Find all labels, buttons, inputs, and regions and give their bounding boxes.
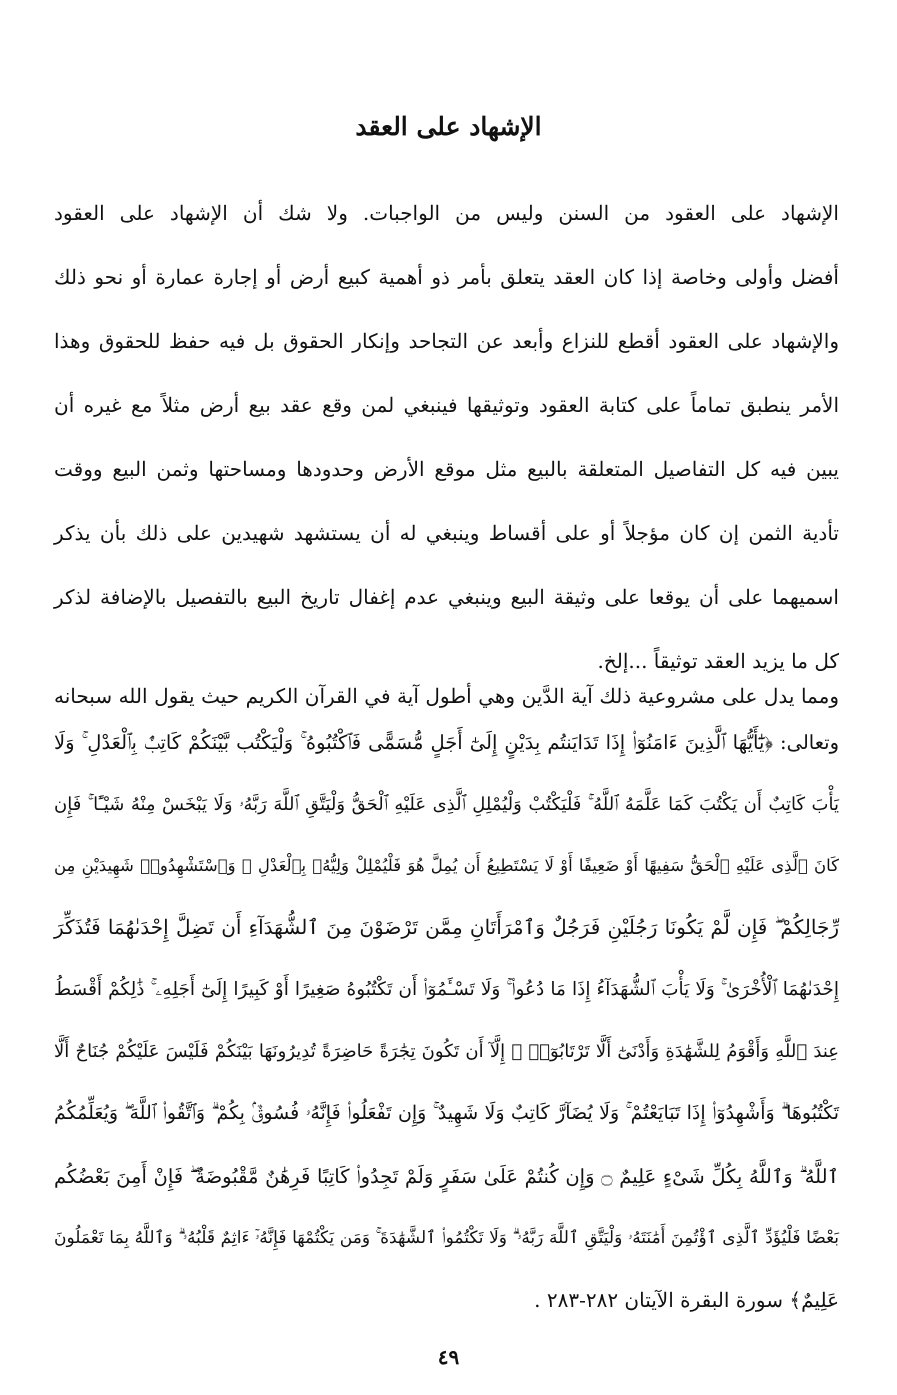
paragraph-2 bbox=[54, 683, 839, 1314]
quran-line: إِحْدَىٰهُمَا ٱلْأُخْرَىٰ ۚ وَلَا يَأْبَ ٱلشُّهَدَآءُ إِذَا مَا دُعُوا۟ ۚ وَلَا تَسْـَٔمُوٓا۟ أَن تَكْتُبُوهُ صَغِيرًا أَوْ كَبِيرًا إِلَىٰٓ أَجَلِهِۦ ۚ ذَٰلِكُمْ أَقْسَطُ bbox=[54, 978, 839, 1000]
quran-line: عَلِيمٌ﴾ سورة البقرة الآيتان ٢٨٢-٢٨٣ . bbox=[534, 1288, 839, 1313]
quran-line: يَأْبَ كَاتِبٌ أَن يَكْتُبَ كَمَا عَلَّمَهُ ٱللَّهُ ۚ فَلْيَكْتُبْ وَلْيُمْلِلِ ٱلَّذِى عَلَيْهِ ٱلْحَقُّ وَلْيَتَّقِ ٱللَّهَ رَبَّهُۥ وَلَا يَبْخَسْ مِنْهُ شَيْـًٔا ۚ فَإِن bbox=[54, 794, 839, 816]
page-number: ٤٩ bbox=[437, 1345, 460, 1369]
text-line: تأدية الثمن إن كان مؤجلاً أو على أقساط وينبغي له أن يستشهد شهيدين على ذلك بأن يذكر bbox=[54, 521, 839, 545]
quran-line: ٱللَّهُ ۗ وَٱللَّهُ بِكُلِّ شَىْءٍ عَلِيمٌ ۝ وَإِن كُنتُمْ عَلَىٰ سَفَرٍ وَلَمْ تَجِدُوا۟ كَاتِبًا فَرِهَٰنٌ مَّقْبُوضَةٌ ۖ فَإِنْ أَمِنَ بَعْضُكُم bbox=[54, 1164, 839, 1188]
text-line: يبين فيه كل التفاصيل المتعلقة بالبيع مثل موقع الأرض وحدودها ومساحتها وثمن البيع ووقت bbox=[54, 457, 839, 481]
body-text bbox=[54, 200, 839, 1314]
quran-line: بَعْضًا فَلْيُؤَدِّ ٱلَّذِى ٱؤْتُمِنَ أَمَٰنَتَهُۥ وَلْيَتَّقِ ٱللَّهَ رَبَّهُۥ ۗ وَلَا تَكْتُمُوا۟ ٱلشَّهَٰدَةَ ۚ وَمَن يَكْتُمْهَا فَإِنَّهُۥٓ ءَاثِمٌ قَلْبُهُۥ ۗ وَٱللَّهُ بِمَا تَعْمَلُونَ bbox=[54, 1228, 839, 1249]
paragraph-1 bbox=[54, 200, 839, 675]
text-line: ومما يدل على مشروعية ذلك آية الدَّين وهي أطول آية في القرآن الكريم حيث يقول الله سبحانه bbox=[54, 684, 839, 708]
quran-line: عِندَ ٱللَّهِ وَأَقْوَمُ لِلشَّهَٰدَةِ وَأَدْنَىٰٓ أَلَّا تَرْتَابُوٓا۟ ۖ إِلَّآ أَن تَكُونَ تِجَٰرَةً حَاضِرَةً تُدِيرُونَهَا بَيْنَكُمْ فَلَيْسَ عَلَيْكُمْ جُنَاحٌ أَلَّا bbox=[54, 1040, 839, 1062]
text-line: الأمر ينطبق تماماً على كتابة العقود وتوثيقها فينبغي لمن وقع عقد بيع أرض مثلاً مع غيره أن bbox=[54, 393, 839, 417]
text-line: أفضل وأولى وخاصة إذا كان العقد يتعلق بأمر ذو أهمية كبيع أرض أو إجارة عمارة أو نحو ذلك bbox=[54, 265, 839, 289]
quran-line: تَكْتُبُوهَا ۗ وَأَشْهِدُوٓا۟ إِذَا تَبَايَعْتُمْ ۚ وَلَا يُضَآرَّ كَاتِبٌ وَلَا شَهِيدٌ ۚ وَإِن تَفْعَلُوا۟ فَإِنَّهُۥ فُسُوقٌۢ بِكُمْ ۗ وَٱتَّقُوا۟ ٱللَّهَ ۖ وَيُعَلِّمُكُمُ bbox=[54, 1102, 839, 1125]
page-title: الإشهاد على العقد bbox=[355, 112, 542, 141]
text-line: الإشهاد على العقود من السنن وليس من الواجبات. ولا شك أن الإشهاد على العقود bbox=[54, 201, 839, 225]
text-line: كل ما يزيد العقد توثيقاً ...إلخ. bbox=[597, 649, 839, 673]
quran-line: وتعالى: ﴿يَٰٓأَيُّهَا ٱلَّذِينَ ءَامَنُوٓا۟ إِذَا تَدَايَنتُم بِدَيْنٍ إِلَىٰٓ أَجَلٍ مُّسَمًّى فَٱكْتُبُوهُ ۚ وَلْيَكْتُب بَّيْنَكُمْ كَاتِبٌۢ بِٱلْعَدْلِ ۚ وَلَا bbox=[54, 731, 839, 754]
text-line: والإشهاد على العقود أقطع للنزاع وأبعد عن التجاحد وإنكار الحقوق بل فيه حفظ للحقوق وهذا bbox=[54, 329, 839, 353]
quran-line: رِّجَالِكُمْ ۖ فَإِن لَّمْ يَكُونَا رَجُلَيْنِ فَرَجُلٌ وَٱمْرَأَتَانِ مِمَّن تَرْضَوْنَ مِنَ ٱلشُّهَدَآءِ أَن تَضِلَّ إِحْدَىٰهُمَا فَتُذَكِّرَ bbox=[54, 914, 839, 939]
quran-line: كَانَ ٱلَّذِى عَلَيْهِ ٱلْحَقُّ سَفِيهًا أَوْ ضَعِيفًا أَوْ لَا يَسْتَطِيعُ أَن يُمِلَّ هُوَ فَلْيُمْلِلْ وَلِيُّهُۥ بِٱلْعَدْلِ ۚ وَٱسْتَشْهِدُوا۟ شَهِيدَيْنِ مِن bbox=[54, 855, 839, 875]
text-line: اسميهما على أن يوقعا على وثيقة البيع وينبغي عدم إغفال تاريخ البيع بالتفصيل بالإضافة لذكر bbox=[54, 585, 839, 609]
